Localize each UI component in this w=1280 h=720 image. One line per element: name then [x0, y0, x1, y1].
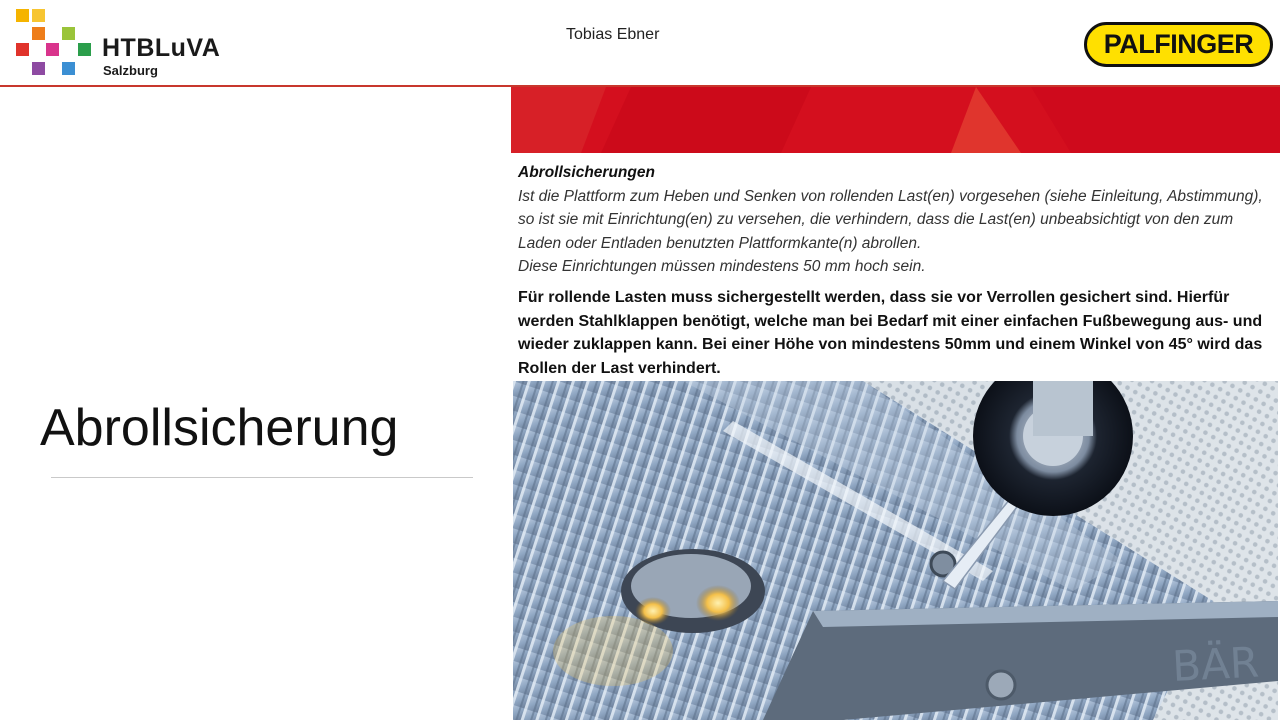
- content-panel: [511, 87, 1280, 720]
- plate-marking: BÄR: [1170, 637, 1261, 691]
- roll-stop-photo: [513, 381, 1278, 720]
- explanation-text: Für rollende Lasten muss sichergestellt werden, dass sie vor Verrollen gesichert sind. Hierfür werden Stahlklappen benötigt, welche man bei Bedarf mit einer einfachen Fußbewegung aus- und wieder zuklappen kann. Bei einer Höhe von mindestens 50mm und einem Winkel von 45° wird das Rollen der Last verhindert.: [518, 289, 1263, 377]
- author-name: Tobias Ebner: [566, 26, 660, 43]
- school-logo-mark: [14, 8, 94, 80]
- red-banner-image: [511, 87, 1280, 153]
- standard-requirement: Diese Einrichtungen müssen mindestens 50 mm hoch sein.: [518, 258, 926, 275]
- standard-body: Ist die Plattform zum Heben und Senken von rollenden Last(en) vorgesehen (siehe Einleitung, Abstimmung), so ist sie mit Einrichtung(en) zu versehen, die verhindern, dass die Last(en) unbeabsichtigt von den zum Laden oder Entladen benutzten Plattformkante(n) abrollen.: [518, 187, 1263, 252]
- slide-header: [0, 0, 1280, 86]
- slide-title: Abrollsicherung: [40, 399, 399, 457]
- school-name: HTBLuVA: [102, 34, 221, 62]
- title-underline: [51, 477, 473, 478]
- school-city: Salzburg: [103, 63, 158, 78]
- brand-name: PALFINGER: [1103, 29, 1254, 59]
- palfinger-logo: [1084, 22, 1273, 67]
- standard-heading: Abrollsicherungen: [518, 164, 655, 181]
- standard-excerpt: [518, 161, 1268, 279]
